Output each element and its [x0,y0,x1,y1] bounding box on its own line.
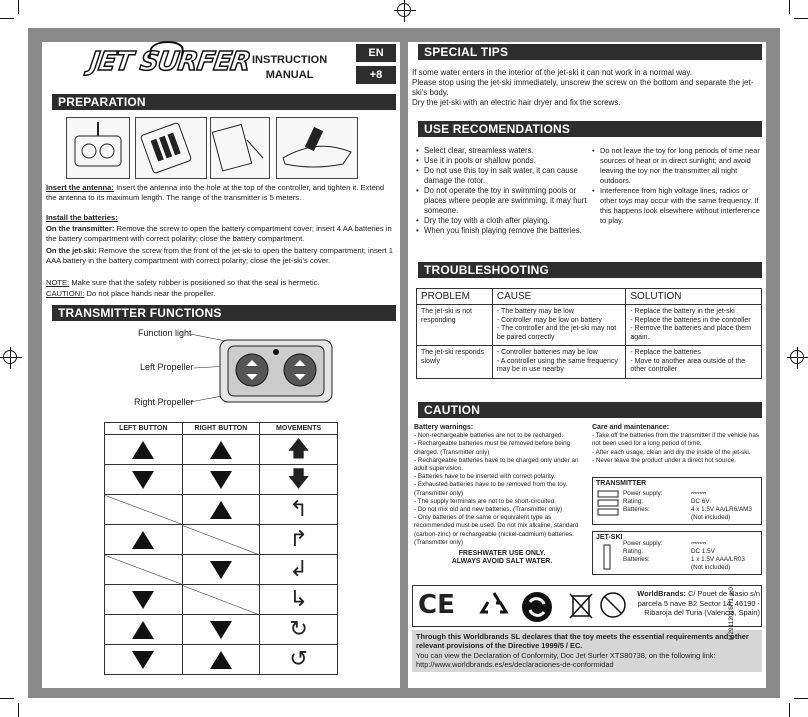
list-item: • Do not leave the toy for long periods of time near sources of heat or in direct sunlight; and avoid leaving the toy nor the transmitter all night outdoors. [592,146,762,186]
no-press-cell [182,585,260,615]
col-movements: MOVEMENTS [260,423,338,435]
registration-mark-left [3,350,17,364]
battery-transmitter-illustration [135,117,207,179]
col-solution: SOLUTION [626,289,762,305]
table-row [105,555,338,585]
crop-mark [18,0,19,14]
list-item: • Do not operate the toy in swimming pools or places where people are swimming, it may hurt someone. [416,186,591,216]
use-recommendations-heading: USE RECOMENDATIONS [412,121,762,137]
jet-surfer-logo: JET SURFER [88,47,252,77]
crop-mark [18,703,19,717]
list-item: - Do not mix old and new batteries. (Transmitter only) [414,506,563,514]
use-recommendations-left [416,146,591,236]
jetski-icon [277,118,357,178]
reverse-left-icon: ↲ [260,555,338,585]
use-recommendations-right [592,146,762,226]
freshwater-warning: FRESHWATER USE ONLY. ALWAYS AVOID SALT WATER. [451,550,553,566]
spin-counterclockwise-icon: ↺ [260,645,338,675]
forward-arrow-icon: 🡅 [260,435,338,465]
manual-title: INSTRUCTION MANUAL [252,54,328,81]
transmitter-functions-heading: TRANSMITTER FUNCTIONS [46,305,396,321]
battery-icon [601,544,615,572]
up-arrow-icon [132,531,154,549]
declaration-link[interactable]: http://www.worldbrands.es/es/declaraciones-de-conformidad [416,660,614,670]
no-press-cell [105,555,183,585]
turn-left-icon: ↰ [260,495,338,525]
label-right-propeller: Right Propeller [134,397,194,407]
controller-icon [67,118,129,178]
special-tips-text: If some water enters in the interior of the jet-ski it can not work in a normal way. Please stop using the jet-ski immediately, unscrew the screw on the bottom and separate the jet-ski's body. Dry the jet-ski with an electric hair dryer and fix the screws. [412,68,754,107]
down-arrow-icon [132,591,154,609]
dc-symbol: ⎓⎓⎓ [691,540,707,547]
no-press-cell [105,495,183,525]
crop-mark [789,0,790,14]
special-tips-heading: SPECIAL TIPS [412,44,762,60]
list-item: • Select clear, streamless waters. [416,146,591,156]
up-arrow-icon [210,501,232,519]
table-row [417,346,762,379]
center-gutter [400,42,408,688]
col-right-button: RIGHT BUTTON [182,423,260,435]
registration-mark-top [397,3,411,17]
ce-mark-icon: CE [418,590,455,620]
problem-cell: The jet-ski is not responding [417,305,493,346]
cause-cell: - The battery may be low - Controller may be low on battery - The controller and the jet-ski may not be paired correctly [492,305,626,346]
cause-cell: - Controller batteries may be low - A controller using the same frequency may be in use nearby [492,346,626,379]
weee-bin-icon [566,588,596,622]
down-arrow-icon [210,471,232,489]
list-item: • When you finish playing remove the batteries. [416,226,591,236]
crop-mark [789,703,790,717]
list-item: - Rechargeable batteries have to be charged only under an adult supervision. [414,456,579,473]
care-maintenance: Care and maintenance: - Take off the batteries from the transmitter if the vehicle has not been used for a long period of time. - After each usage, clean and dry the inside of the jet-ski. - Never leave the product under a direct hot source. [592,424,762,465]
no-press-cell [182,525,260,555]
list-item: - Take off the batteries from the transmitter if the vehicle has not been used for a long period of time. [592,432,760,448]
green-dot-icon [520,590,554,624]
antenna-illustration [66,117,130,179]
down-arrow-icon [210,621,232,639]
down-arrow-icon [132,471,154,489]
down-arrow-icon [132,651,154,669]
col-left-button: LEFT BUTTON [105,423,183,435]
list-item: - Exhausted batteries have to be removed from the toy. (Transmitter only) [414,481,568,497]
battery-compartment-icon [136,118,206,178]
reverse-right-icon: ↳ [260,585,338,615]
antenna-instruction: Insert the antenna: Insert the antenna into the hole at the top of the controller, and tighten it. Extend the antenna to its maximum length. The range of the transmitter is 5 meters. [46,183,385,202]
crop-mark [0,698,14,699]
jetski-battery-instruction: On the jet-ski: Remove the screw from the front of the jet-ski to open the battery compartment; insert 1 AAA battery in the battery compartment with correct polarity; close the jet-ski's cover. [46,246,393,265]
table-row [105,465,338,495]
list-item: - After each usage, clean and dry the inside of the jet-ski. [592,448,751,456]
list-item: - Non-rechargeable batteries are not to be recharged. [414,432,564,440]
jetski-battery-illustration [276,117,358,179]
note-text: NOTE: Make sure that the safety rubber is positioned so that the seal is hermetic. [46,278,320,287]
turn-right-icon: ↱ [260,525,338,555]
list-item: - Never leave the product under a direct hot source. [592,456,736,464]
battery-cover-illustration [210,117,270,179]
problem-cell: The jet-ski responds slowly [417,346,493,379]
troubleshooting-table [416,288,762,379]
caution-text: CAUTION!: Do not place hands near the propeller. [46,289,216,298]
jetski-spec-box: JET-SKI Power supply: Rating: Batteries: ⎓⎓⎓ DC 1.5V 1 x 1.5V AAA/LR03 (Not included) [592,531,762,575]
backward-arrow-icon: 🡇 [260,465,338,495]
table-row [105,525,338,555]
label-function-light: Function light [138,328,192,338]
dc-symbol: ⎓⎓⎓ [691,490,707,497]
list-item: • Interference from high voltage lines, radios or other toys may occur with the same frequency. If this happens look elsewhere without interference to play. [592,186,762,226]
company-info: WorldBrands: C/ Pouet de Nasio s/n parcela 5 nave B2 Sector 14. 46190 - Ribaroja del Turia (Valencia, Spain) [637,589,760,617]
list-item: - Rechargeable batteries must be removed before being charged. (Transmitter only) [414,440,571,456]
crop-mark [794,18,808,19]
list-item: - Only batteries of the same or equivalent type as recommended must be used. Do not mix alkaline, standard (carbon-zinc) or rechargeable (nickel-cadmium) batteries. (Transmitter only) [414,514,579,546]
spin-clockwise-icon: ↻ [260,615,338,645]
declaration-box: Through this Worldbrands SL declares that the toy meets the essential requirements and other relevant provisions of the Directive 1999/5 / EC. You can view the Declaration of Conformity, Doc Jet Surfer XTS80738, on the following link: http://www.worldbrands.es/es/declaraciones-de-conformidad [412,630,762,672]
up-arrow-icon [132,621,154,639]
button-movements-table [104,422,338,675]
battery-warnings: Battery warnings: - Non-rechargeable batteries are not to be recharged. - Rechargeable batteries must be removed before being charged. (Transmitter only) - Rechargeable batteries have to be charged only under an adult supervision. - Batteries have to be inserted with correct polarity. - Exhausted batteries have to be removed from the toy. (Transmitter only) - The supply terminals are not to be short-circuited. - Do not mix old and new batteries. (Transmitter only) - Only batteries of the same or equivalent type as recommended must be used. Do not mix alkaline, standard (carbon-zinc) or rechargeable (nickel-cadmium) batteries. (Transmitter only) FRESHWATER USE ONLY. ALWAYS AVOID SALT WATER. [414,424,590,566]
transmitter-diagram [190,326,350,416]
solution-cell: - Replace the batteries - Move to another area outside of the other controller [626,346,762,379]
table-row [105,615,338,645]
list-item: • Use it in pools or shallow ponds. [416,156,591,166]
battery-icon [597,490,621,522]
transmitter-spec-box: TRANSMITTER Power supply: Rating: Batteries: ⎓⎓⎓ DC 6V 4 x 1.5V AA/LR6/AM3 (Not included) [592,477,762,525]
transmitter-battery-instruction: On the transmitter: Remove the screw to open the battery compartment cover; insert 4 AA batteries in the battery compartment with correct polarity; close the battery compartment. [46,224,392,243]
col-problem: PROBLEM [417,289,493,305]
list-item: • Do not use this toy in salt water, it can cause damage the rotor. [416,166,591,186]
crop-mark [794,698,808,699]
list-item: - Batteries have to be inserted with correct polarity. [414,473,556,481]
no-small-children-icon [600,590,626,620]
table-row [105,645,338,675]
crop-mark [0,18,14,19]
list-item: - The supply terminals are not to be short-circuited. [414,497,556,505]
recycle-icon [478,590,510,622]
table-row [105,495,338,525]
registration-mark-right [790,350,804,364]
up-arrow-icon [132,441,154,459]
troubleshooting-heading: TROUBLESHOOTING [412,262,762,278]
up-arrow-icon [210,441,232,459]
list-item: • Dry the toy with a cloth after playing. [416,216,591,226]
table-row [105,435,338,465]
solution-cell: - Replace the battery in the jet-ski - Replace the batteries in the controller - Remove the batteries and place them again. [626,305,762,346]
col-cause: CAUSE [492,289,626,305]
down-arrow-icon [210,561,232,579]
up-arrow-icon [210,651,232,669]
age-tag: +8 [356,66,396,84]
side-code: M29112016H1 a.0 [728,586,735,640]
table-row [417,305,762,346]
language-tag: EN [356,44,396,62]
label-left-propeller: Left Propeller [140,362,194,372]
table-row [105,585,338,615]
batteries-heading: Install the batteries: [46,213,118,222]
caution-heading: CAUTION [412,402,762,418]
cover-icon [211,118,269,178]
preparation-heading: PREPARATION [46,94,396,110]
